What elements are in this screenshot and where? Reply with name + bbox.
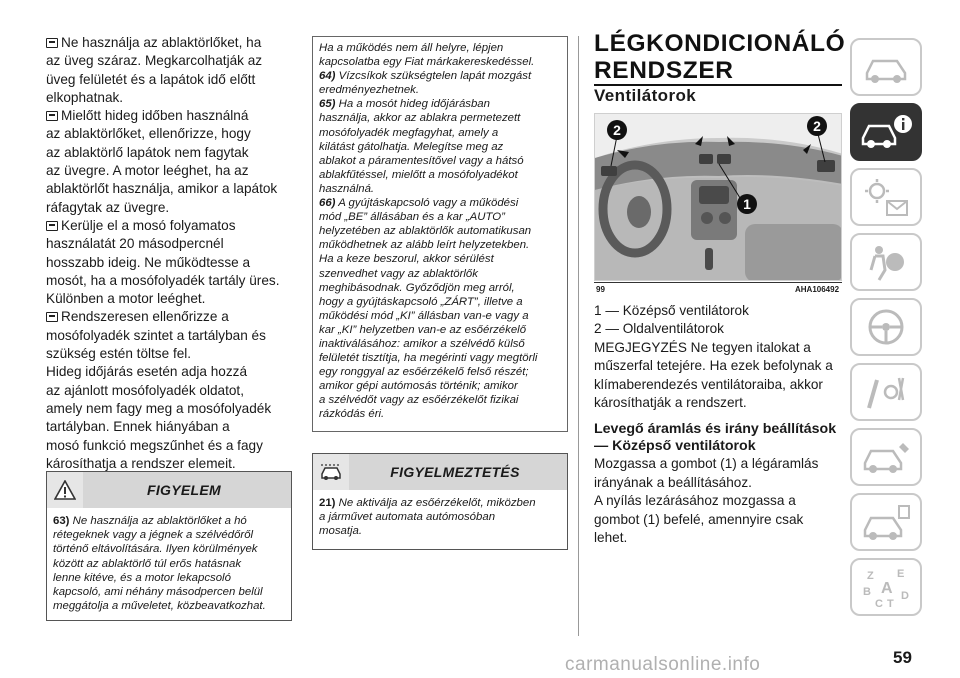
- text-line: Kerülje el a mosó folyamatos: [46, 217, 292, 235]
- warning-title: FIGYELEM: [147, 482, 221, 498]
- text-line: az üveg száraz. Megkarcolhatják az: [46, 53, 263, 69]
- text-line: az üvegre. A motor leéghet, ha az: [46, 163, 249, 179]
- text-line: 2 — Oldalventilátorok: [594, 321, 724, 337]
- callout-label: 2: [613, 122, 621, 138]
- text-line: mosó funkció megszűnhet és a fagy: [46, 437, 263, 453]
- text-line: irányának a beállításához.: [594, 474, 752, 490]
- car-caution-icon: [313, 454, 349, 490]
- text-line: Mozgassa a gombot (1) a légáramlás: [594, 456, 819, 472]
- note-para: 65) Ha a mosót hideg időjárásban használja, akkor az ablakra permetezett mosófolyadék megfagyhat, amely a kilátást gátolhatja. Melegítse meg az ablakot a páramentesítővel vagy a hátsó ablakfűtéssel, mielőtt a mosófolyadékot használná.: [319, 98, 524, 195]
- bullet-icon: [46, 221, 58, 231]
- column-right-text: [594, 302, 844, 547]
- text-line: ablaktörlőt használja, amikor a lapátok: [46, 181, 278, 197]
- text-line: A nyílás lezárásához mozgassa a: [594, 493, 796, 509]
- watermark: carmanualsonline.info: [565, 654, 761, 675]
- car-icon: [859, 45, 913, 89]
- tab-airbag[interactable]: [850, 233, 922, 291]
- callout-label: 2: [813, 118, 821, 134]
- photo-caption-number: 99: [596, 285, 605, 294]
- svg-text:C: C: [875, 598, 883, 609]
- text-line: károsíthatja a rendszer elemeit.: [46, 455, 236, 471]
- svg-text:B: B: [863, 586, 871, 598]
- chapter-sidebar: [850, 38, 922, 623]
- caution-box: [312, 453, 568, 550]
- photo-caption-rule: [594, 282, 842, 283]
- text-line: szükség estén töltse fel.: [46, 346, 192, 362]
- page-number: 59: [893, 648, 912, 667]
- svg-text:A: A: [881, 580, 893, 597]
- tab-index[interactable]: [850, 558, 922, 616]
- text-line: műszerfal tetejére. Ha ezek befolynak a: [594, 358, 833, 374]
- text-line: Hideg időjárás esetén adja hozzá: [46, 364, 248, 380]
- text-line: hosszabb ideig. Ne működtesse a: [46, 254, 251, 270]
- tech-data-icon: [859, 500, 913, 544]
- text-line: károsíthatják a rendszert.: [594, 395, 747, 411]
- svg-text:T: T: [887, 598, 894, 609]
- dashboard-photo: [594, 113, 842, 281]
- svg-text:Z: Z: [867, 570, 874, 582]
- text-line: Mielőtt hideg időben használná: [46, 107, 292, 125]
- svg-text:E: E: [897, 568, 905, 580]
- caution-box-header: [313, 454, 567, 490]
- caution-body: 21) Ne aktiválja az esőérzékelőt, miközben a járművet automata autómosóban mosatja.: [319, 497, 536, 538]
- warning-box: [46, 471, 292, 621]
- maintenance-icon: [859, 435, 913, 479]
- breakdown-icon: [859, 370, 913, 414]
- text-line: az ablaktörlőket, ellenőrizze, hogy: [46, 126, 251, 142]
- tab-car[interactable]: [850, 38, 922, 96]
- column-left: [46, 34, 292, 473]
- text-line: ráfagytak az üvegre.: [46, 199, 170, 215]
- text-line: gombot (1) befelé, amennyire csak: [594, 511, 804, 527]
- tab-warning-lights[interactable]: [850, 168, 922, 226]
- text-line: MEGJEGYZÉS Ne tegyen italokat a: [594, 339, 811, 355]
- tab-tech-data[interactable]: [850, 493, 922, 551]
- text-line: mosófolyadék szintet a tartályban és: [46, 327, 266, 343]
- warning-triangle-icon: [47, 472, 83, 508]
- bullet-icon: [46, 38, 58, 48]
- photo-caption-code: AHA106492: [795, 285, 840, 294]
- section-subtitle: Ventilátorok: [594, 86, 697, 105]
- column-middle-note: [312, 36, 568, 432]
- warning-lights-icon: [859, 175, 913, 219]
- warning-box-header: [47, 472, 291, 508]
- text-line: elkophatnak.: [46, 89, 124, 105]
- note-para: 66) A gyújtáskapcsoló vagy a működési mód „BE” állásában és a kar „AUTO” helyzetében az ablaktörlők automatikusan működhetnek az alább leírt helyzetekben. Ha a keze beszorul, akkor sérülést szenvedhet vagy az ablaktörlők meghibásodnak. Győződjön meg arról, hogy a gyújtáskapcsoló „ZÁRT”, illetve a működési mód „KI” állásban van-e vagy a kar „KI” helyzetben van-e az esőérzékelő inaktiválásához: amikor a szélvédő külső felületét tisztítja, ha megérinti vagy megtörli egy ronggyal az esőérzékelő felső részét; amikor gépi autómosás történik; amikor a szélvédőt vagy az esőérzékelőt fizikai rázkódás éri.: [319, 197, 538, 421]
- text-line: Rendszeresen ellenőrizze a: [46, 308, 292, 326]
- tab-car-info[interactable]: [850, 103, 922, 161]
- bullet-icon: [46, 312, 58, 322]
- note-para: Ha a működés nem áll helyre, lépjen kapcsolatba egy Fiat márkakereskedéssel.: [319, 42, 535, 69]
- text-line: 1 — Középső ventilátorok: [594, 303, 749, 318]
- text-line: lehet.: [594, 530, 628, 546]
- svg-text:D: D: [901, 590, 909, 602]
- text-line: az ajánlott mosófolyadék oldatot,: [46, 382, 244, 398]
- text-line: használatát 20 másodpercnél: [46, 236, 224, 252]
- page-title: LÉGKONDICIONÁLÓ RENDSZER: [594, 30, 846, 84]
- text-line: az ablaktörlő lapátok nem fagytak: [46, 144, 249, 160]
- section-heading: Levegő áramlás és irány beállítások — Középső ventilátorok: [594, 421, 837, 455]
- text-line: klímaberendezés ventilátoraiba, akkor: [594, 376, 823, 392]
- text-line: Különben a motor leéghet.: [46, 291, 206, 307]
- text-line: üveg felületét és a lapátok idő előtt: [46, 71, 256, 87]
- caution-title: FIGYELMEZTETÉS: [390, 464, 520, 480]
- column-divider: [578, 36, 579, 636]
- airbag-icon: [859, 240, 913, 284]
- tab-breakdown[interactable]: [850, 363, 922, 421]
- callout-label: 1: [743, 196, 751, 212]
- text-line: tartályban. Ennek hiányában a: [46, 419, 230, 435]
- note-para: 64) Vízcsíkok szükségtelen lapát mozgást eredményezhetnek.: [319, 70, 532, 97]
- text-line: mosót, ha a mosófolyadék tartály üres.: [46, 272, 280, 288]
- text-line: Ne használja az ablaktörlőket, ha: [46, 34, 292, 52]
- tab-maintenance[interactable]: [850, 428, 922, 486]
- steering-wheel-icon: [859, 305, 913, 349]
- warning-body: 63) Ne használja az ablaktörlőket a hó rétegeknek vagy a jégnek a szélvédőről történő eltávolítására. Ilyen körülmények között az ablaktörlő túl erős hatásnak lenne kitéve, és a motor lekapcsoló kapcsoló, ami néhány másodpercen belül meggátolja a műveletet, közbeavatkozhat.: [53, 515, 266, 613]
- index-icon: [859, 565, 913, 609]
- car-info-icon: [859, 110, 913, 154]
- tab-steering-wheel[interactable]: [850, 298, 922, 356]
- bullet-icon: [46, 111, 58, 121]
- text-line: amely nem fagy meg a mosófolyadék: [46, 400, 272, 416]
